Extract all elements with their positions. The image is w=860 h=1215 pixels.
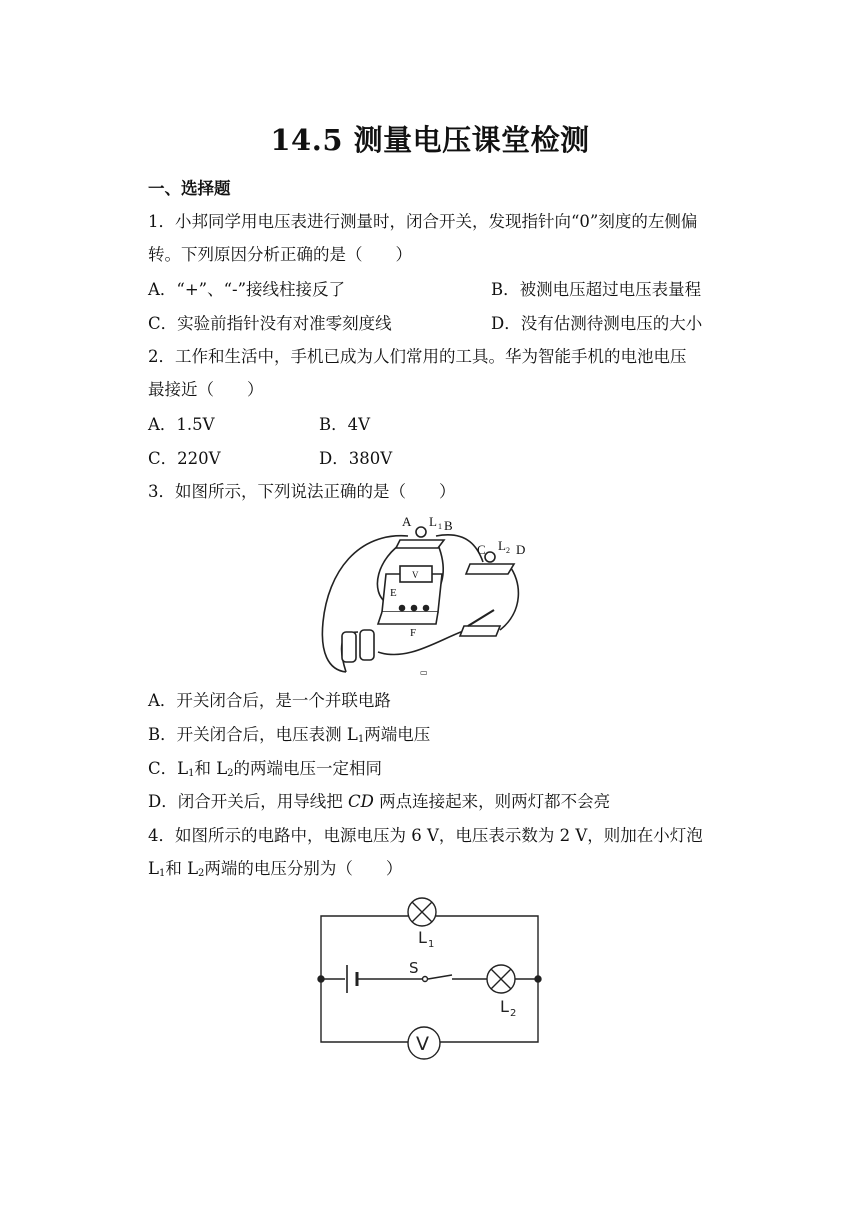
page-title: 14.5 测量电压课堂检测: [270, 123, 590, 157]
q4-wire-bottom-left: [321, 979, 408, 1042]
q2-option-b: B．4V: [319, 415, 371, 434]
q3-option-d: D．闭合开关后，用导线把 CD 两点连接起来，则两灯都不会亮: [148, 792, 611, 811]
q3-lamp1-bulb: [416, 527, 426, 537]
q2-option-d: D．380V: [319, 449, 393, 468]
q4-junction-left: [318, 976, 324, 982]
q3-label-l1: L: [429, 514, 437, 529]
q3-battery-1: [342, 632, 356, 662]
q4-lamp-l2: [487, 965, 515, 993]
q3-switch-lever: [468, 610, 494, 626]
q4-circuit-diagram: [312, 895, 548, 1063]
q4-junction-right: [535, 976, 541, 982]
section-heading: 一、选择题: [148, 179, 231, 198]
q4-label-l2-sub: 2: [510, 1008, 517, 1019]
q3-label-l1-sub: 1: [438, 522, 442, 531]
q3-battery-2: [360, 630, 374, 660]
q1-option-a: A．“+”、“-”接线柱接反了: [148, 280, 346, 299]
q3-option-b: B．开关闭合后，电压表测 $L_1$两端电压: [148, 725, 431, 745]
q3-circuit-figure: [318, 512, 538, 678]
q1-option-c: C．实验前指针没有对准零刻度线: [148, 314, 392, 333]
q4-wire-bottom-right: [440, 979, 538, 1042]
q4-wire-top-right: [436, 916, 538, 979]
q3-option-c: C．$L_1$和 $L_2$的两端电压一定相同: [148, 759, 383, 779]
q4-label-l2: L: [500, 997, 509, 1016]
q3-wire-top: [436, 535, 483, 562]
q3-label-v: V: [412, 570, 419, 580]
q3-label-a: A: [402, 514, 412, 529]
q4-switch-s: [423, 975, 453, 982]
q1-stem-line2: 转。下列原因分析正确的是（ ）: [148, 245, 412, 264]
q2-stem-line2: 最接近（ ）: [148, 380, 264, 399]
q3-label-d: D: [516, 542, 526, 557]
q4-label-l1: L: [418, 928, 427, 947]
q1-option-d: D．没有估测待测电压的大小: [491, 314, 703, 333]
q3-figure-caption: ▭: [420, 668, 428, 677]
q3-lamp2-bulb: [485, 552, 495, 562]
q4-label-l1-sub: 1: [428, 939, 435, 950]
q3-label-l2-sub: 2: [506, 546, 510, 555]
q4-stem-line1: 4．如图所示的电路中，电源电压为 6 V，电压表示数为 2 V，则加在小灯泡: [148, 826, 703, 845]
q4-label-v: V: [416, 1033, 429, 1055]
q4-stem-line2: $L_1$和 $L_2$两端的电压分别为（ ）: [148, 859, 403, 879]
q3-lamp1-base: [396, 540, 444, 548]
q3-switch-base: [460, 626, 500, 636]
q2-option-c: C．220V: [148, 449, 221, 468]
q3-lamp2-base: [466, 564, 514, 574]
q3-label-b: B: [444, 518, 453, 533]
q4-battery: [347, 965, 357, 993]
q3-stem: 3．如图所示，下列说法正确的是（ ）: [148, 482, 456, 501]
q3-wire-bottom: [378, 630, 466, 655]
q1-stem-line1: 1．小邦同学用电压表进行测量时，闭合开关，发现指针向“0”刻度的左侧偏: [148, 212, 698, 231]
q2-stem-line1: 2．工作和生活中，手机已成为人们常用的工具。华为智能手机的电池电压: [148, 347, 687, 366]
q3-label-c: C: [477, 542, 486, 557]
q3-label-f: F: [410, 627, 417, 639]
q3-label-l2: L: [498, 538, 506, 553]
q3-label-e: E: [390, 587, 397, 599]
q4-lamp-l1: [408, 898, 436, 926]
q1-option-b: B．被测电压超过电压表量程: [491, 280, 702, 299]
q3-option-a: A．开关闭合后，是一个并联电路: [148, 691, 391, 710]
q2-option-a: A．1.5V: [148, 415, 215, 434]
q4-wire-top-left: [321, 916, 408, 979]
q4-label-s: S: [409, 959, 419, 977]
